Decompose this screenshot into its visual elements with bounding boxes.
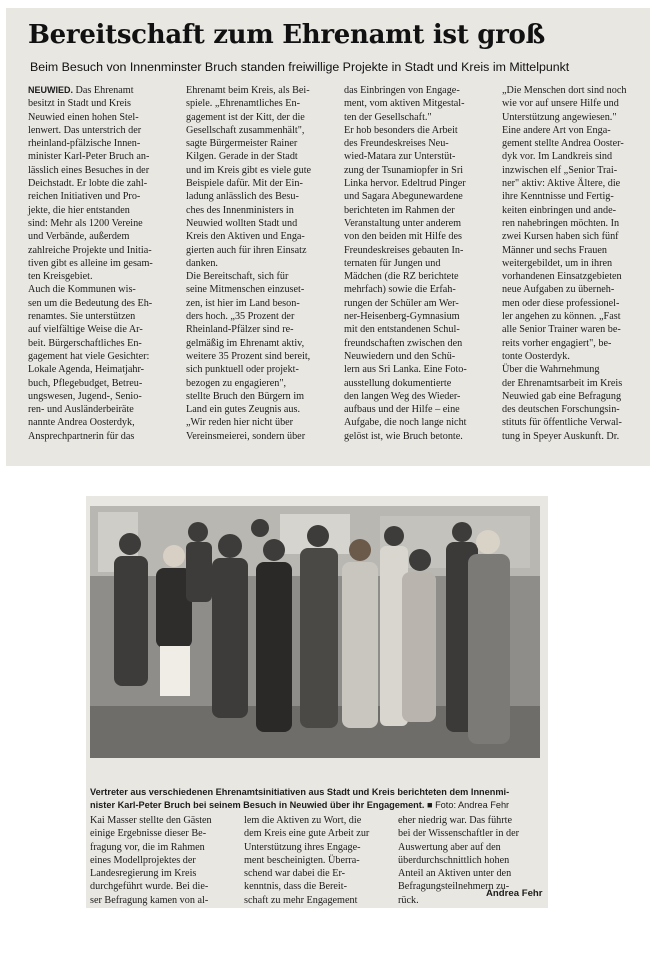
continuation-column-1: Kai Masser stellte den Gästen einige Ergebnisse dieser Be- fragung vor, die im Rahmen eines Modellprojektes der Landesregierung im Kreis durchgeführt wurde. Bei die- ser Befragung kamen von al- — [90, 815, 212, 906]
article-subheadline: Beim Besuch von Innenminster Bruch standen freiwillige Projekte in Stadt und Kreis im Mittelpunkt — [30, 60, 570, 74]
article-column-4: „Die Menschen dort sind noch wie vor auf unsere Hilfe und Unterstützung angewiesen." Eine andere Art von Enga- gement stellte Andrea Ooster- dyk vor. Im Landkreis sind inzwischen elf „Senior Trai- ner" aktiv: Aktive Ältere, die ihre Kenntnisse und Fertig- keiten einbringen und ande- ren nahebringen möchten. In zwei Kursen haben sich fünf Männer und sechs Frauen weitergebildet, um in ihren vorhandenen Einsatzgebieten neue Aufgaben zu überneh- men oder diese professionel- ler angehen zu können. „Fast alle Senior Trainer waren be- reits vorher engagiert", be- tonte Oosterdyk. Über die Wahrnehmung der Ehrenamtsarbeit im Kreis Neuwied gab eine Befragung des deutschen Forschungsin- stituts für öffentliche Verwal- tung in Speyer Auskunft. Dr. — [502, 85, 627, 442]
article-column-3: das Einbringen von Engage- ment, vom aktiven Mitgestal- ten der Gesellschaft." Er hob besonders die Arbeit des Freundeskreises Neu- wied-Matara zur Unterstüt- zung der Tsunamiopfer in Sri Linka hervor. Edeltrud Pinger und Sagara Abegunewardene berichteten im Rahmen der Veranstaltung unter anderem von den beiden mit Hilfe des Freundeskreises gebauten In- ternaten für Jungen und Mädchen (die RZ berichtete mehrfach) sowie die Erfah- rungen der Schüler am Wer- ner-Heisenberg-Gymnasium mit den entstandenen Schul- freundschaften zwischen den Neuwiedern und den Schü- lern aus Sri Lanka. Eine Foto- ausstellung dokumentierte den langen Weg des Wieder- aufbaus und der Hilfe – eine Aufgabe, die noch lange nicht gelöst ist, wie Bruch betonte. — [344, 85, 467, 442]
photo-caption-text: Vertreter aus verschiedenen Ehrenamtsinitiativen aus Stadt und Kreis berichteten dem Innenmi- nister Karl-Peter Bruch bei seinem Besuch in Neuwied über ihr Engagement. — [90, 787, 510, 810]
continuation-column-2: lem die Aktiven zu Wort, die dem Kreis eine gute Arbeit zur Unterstützung ihres Engage- ment bescheinigten. Überra- schend war dabei die Er- kenntnis, dass die Bereit- schaft zu mehr Engagement — [244, 815, 370, 906]
article-clipping-bottom — [86, 496, 548, 908]
article-column-1 — [28, 84, 178, 443]
article-author: Andrea Fehr — [486, 888, 543, 899]
group-photo-illustration — [90, 506, 540, 758]
article-column-2: Ehrenamt beim Kreis, als Bei- spiele. „Ehrenamtliches En- gagement ist der Kitt, der die Gesellschaft zusammenhält", sagte Bürgermeister Rainer Kilgen. Gerade in der Stadt und im Kreis gibt es viele gute Beispiele dafür. Mit der Ein- ladung anlässlich des Besu- ches des Innenministers in Neuwied wollten Stadt und Kreis den Aktiven und Enga- gierten auch für ihren Einsatz danken. Die Bereitschaft, sich für seine Mitmenschen einzuset- zen, ist hier im Land beson- ders hoch. „35 Prozent der Rheinland-Pfälzer sind re- gelmäßig im Ehrenamt aktiv, weitere 35 Prozent sind bereit, sich punktuell oder projekt- bezogen zu engagieren", stellte Bruch den Bürgern im Land ein gutes Zeugnis aus. „Wir reden hier nicht über Vereinsmeierei, sondern über — [186, 85, 312, 442]
article-clipping-top — [6, 8, 650, 466]
group-photo — [90, 506, 540, 758]
article-column-1-text: Das Ehrenamt besitzt in Stadt und Kreis Neuwied einen hohen Stel- lenwert. Das unterstrich der rheinland-pfälzische Innen- minister Karl-Peter Bruch an- lässlich eines Besuches in der Deichstadt. Er lobte die zahl- reichen Initiativen und Pro- jekte, die hier entstanden sind: Mehr als 1200 Vereine und Verbände, außerdem zahlreiche Projekte und Initia- tiven gibt es alleine im gesam- ten Kreisgebiet. Auch die Kommunen wis- sen um die Bedeutung des Eh- renamtes. Sie unterstützen auf vielfältige Weise die Ar- beit. Bürgerschaftliches En- gagement hat viele Gesichter: Lokale Agenda, Heimatjahr- buch, Pflegebudget, Betreu- ungswesen, Jugend-, Senio- ren- und Ausländerbeiräte nannte Andrea Oosterdyk, Ansprechpartnerin für das — [28, 85, 153, 442]
photo-credit: ■ Foto: Andrea Fehr — [426, 799, 510, 810]
photo-caption — [90, 786, 542, 811]
article-dateline: NEUWIED. — [28, 85, 73, 95]
article-headline: Bereitschaft zum Ehrenamt ist groß — [28, 20, 545, 50]
continuation-column-3: eher niedrig war. Das führte bei der Wissenschaftler in der Auswertung aber auf den überdurchschnittlich hohen Anteil an Aktiven unter den Befragungsteilnehmern zu- rück. — [398, 815, 520, 906]
